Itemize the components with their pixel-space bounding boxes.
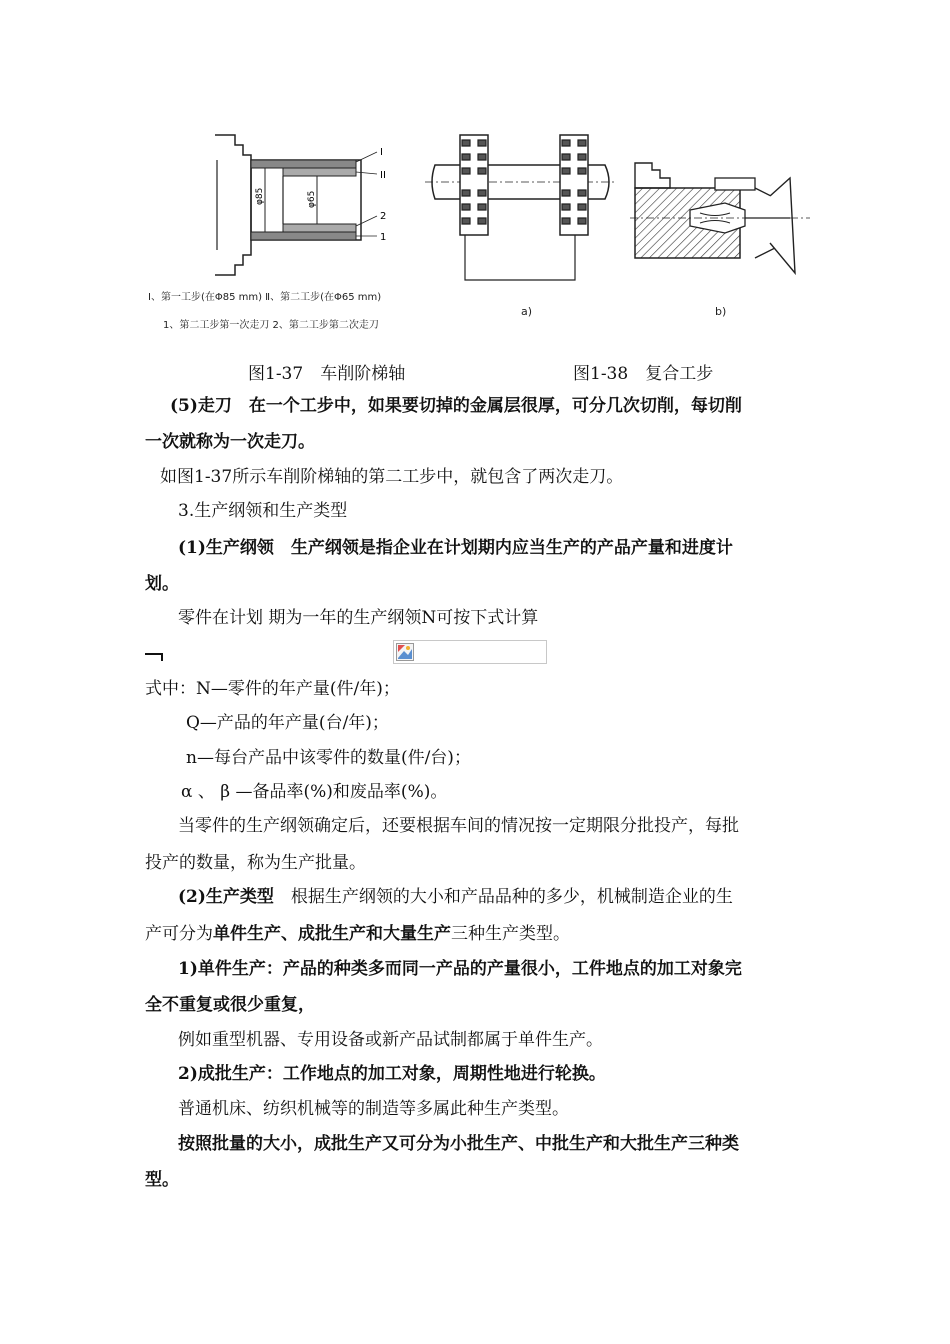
paragraph-batch-line-2: 投产的数量，称为生产批量。 (145, 853, 366, 873)
mark-II: II (380, 170, 386, 181)
legend-N: 式中：N—零件的年产量(件/年)； (145, 679, 400, 699)
batch-production-example: 普通机床、纺织机械等的制造等多属此种生产类型。 (178, 1099, 569, 1119)
legend-Q: Q—产品的年产量(台/年)； (186, 713, 389, 733)
production-type-suffix: 三种生产类型。 (451, 924, 570, 944)
broken-image-icon (396, 643, 414, 661)
formula-image-placeholder (393, 640, 547, 664)
figure-1-37-caption: 图1-37 车削阶梯轴 (248, 364, 406, 384)
production-type-list: 单件生产、成批生产和大量生产 (213, 924, 451, 944)
single-production-line-1: 1)单件生产：产品的种类多而同一产品的产量很小，工件地点的加工对象完 (178, 959, 742, 979)
mark-I: I (380, 147, 383, 158)
figure-1-38-caption: 图1-38 复合工步 (573, 364, 714, 384)
batch-size-line-1: 按照批量的大小，成批生产又可分为小批生产、中批生产和大批生产三种类 (178, 1134, 739, 1154)
paragraph-5-line-1: (5)走刀 在一个工步中，如果要切掉的金属层很厚，可分几次切削，每切削 (170, 396, 742, 416)
paragraph-1-line-1: (1)生产纲领 生产纲领是指企业在计划期内应当生产的产品产量和进度计 (178, 538, 733, 558)
paragraph-2-line-2 (145, 923, 815, 945)
figure-1-37-note-1: Ⅰ、第一工步(在Φ85 mm) Ⅱ、第二工步(在Φ65 mm) (148, 292, 382, 303)
production-type-prefix: 产可分为 (145, 924, 213, 944)
dim-phi65-label: φ65 (307, 190, 317, 208)
legend-n: n—每台产品中该零件的数量(件/台)； (186, 748, 471, 768)
batch-size-line-2: 型。 (145, 1170, 179, 1190)
paragraph-formula-intro: 零件在计划 期为一年的生产纲领N可按下式计算 (178, 608, 539, 628)
figure-1-37-drawing (205, 130, 405, 280)
batch-production-definition: 2)成批生产：工作地点的加工对象，周期性地进行轮换。 (178, 1064, 606, 1084)
production-type-desc: 根据生产纲领的大小和产品品种的多少，机械制造企业的生 (273, 887, 733, 907)
figure-1-37-note-2: 1、第二工步第一次走刀 2、第二工步第二次走刀 (163, 320, 379, 331)
figure-1-38a-label: a) (521, 305, 533, 318)
mark-2: 2 (380, 211, 387, 222)
paragraph-2-line-1 (178, 886, 848, 908)
paragraph-batch-line-1: 当零件的生产纲领确定后，还要根据车间的情况按一定期限分批投产，每批 (178, 816, 739, 836)
paragraph-example: 如图1-37所示车削阶梯轴的第二工步中，就包含了两次走刀。 (160, 467, 624, 487)
mark-1: 1 (380, 232, 387, 243)
production-type-term: (2)生产类型 (178, 887, 274, 907)
legend-alpha-beta: α 、 β —备品率(%)和废品率(%)。 (181, 782, 448, 802)
single-production-example: 例如重型机器、专用设备或新产品试制都属于单件生产。 (178, 1030, 603, 1050)
single-production-line-2: 全不重复或很少重复， (145, 995, 315, 1015)
formula-marker (145, 653, 163, 655)
figure-1-38b-label: b) (715, 305, 727, 318)
figure-1-38a-drawing (425, 130, 620, 285)
paragraph-1-line-2: 划。 (145, 574, 179, 594)
dim-phi85-label: φ85 (255, 187, 265, 205)
figure-1-38b-drawing (630, 158, 810, 283)
paragraph-5-line-2: 一次就称为一次走刀。 (145, 432, 315, 452)
section-heading-3: 3.生产纲领和生产类型 (178, 501, 348, 521)
